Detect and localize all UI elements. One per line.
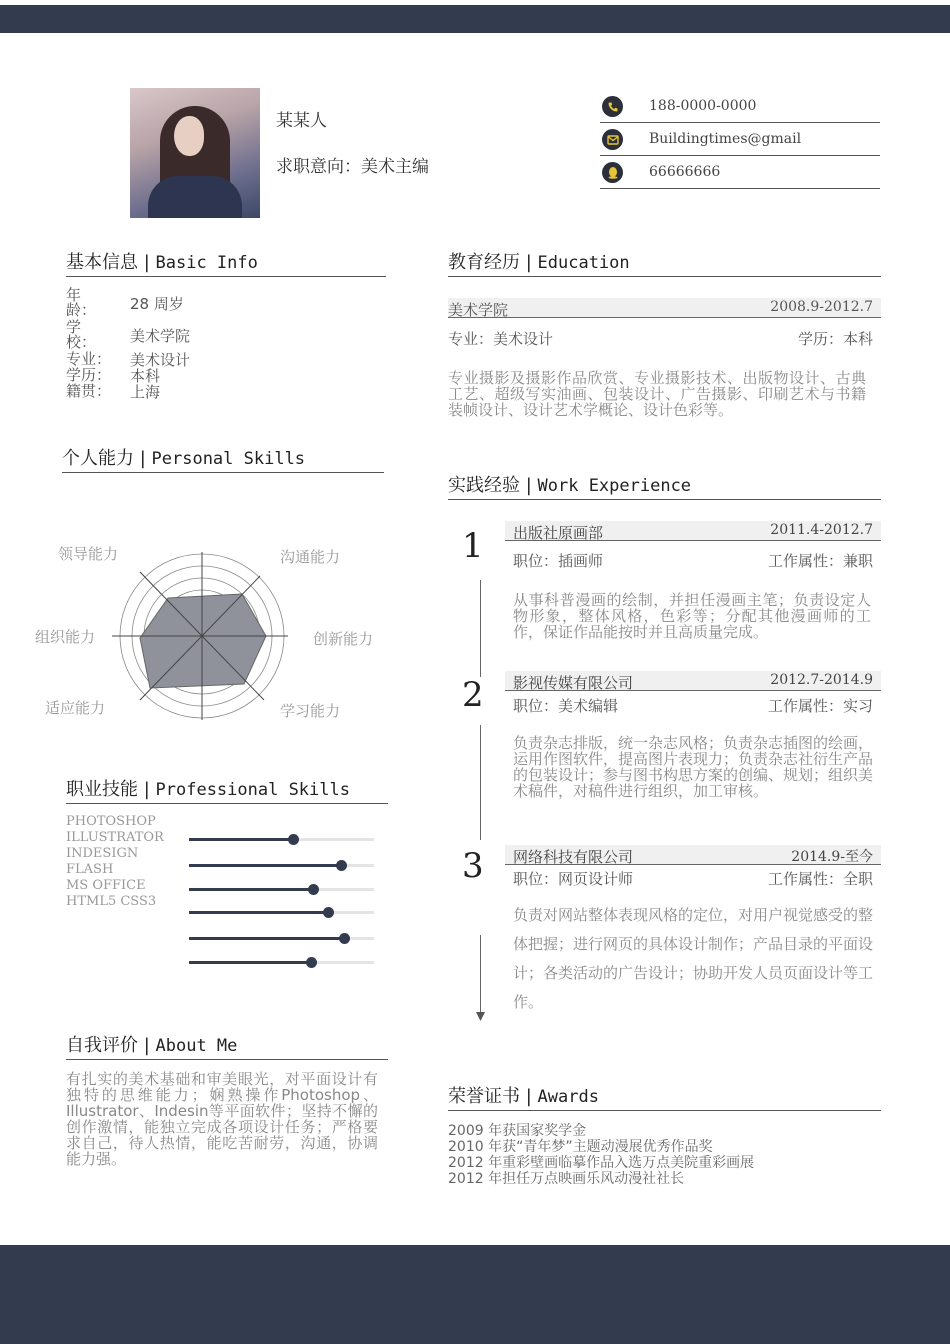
skill-bar-fill <box>189 838 293 841</box>
job-number: 1 <box>462 526 484 566</box>
skill-bar-fill <box>189 888 313 891</box>
job-period: 2011.4-2012.7 <box>770 522 873 538</box>
job-company: 网络科技有限公司 <box>513 848 634 866</box>
education-heading: 教育经历 | Education <box>448 248 881 277</box>
skill-name: ILLUSTRATOR <box>66 830 164 845</box>
skill-bar-fill <box>189 961 311 964</box>
job-description: 从事科普漫画的绘制，并担任漫画主笔；负责设定人物形象，整体风格，色彩等；分配其他漫画师的工作，保证作品能按时并且高质量完成。 <box>513 591 871 641</box>
award-item: 2012 年重彩壁画临摹作品入选万点美院重彩画展 <box>448 1155 755 1171</box>
skill-bar-dot <box>306 957 317 968</box>
job-number: 2 <box>462 675 484 715</box>
age-label: 年龄： <box>66 286 97 319</box>
job-type: 工作属性：兼职 <box>767 552 873 570</box>
skill-name: HTML5 CSS3 <box>66 894 157 909</box>
radar-label-innovation: 创新能力 <box>313 630 374 648</box>
skill-bar <box>189 864 374 867</box>
education-period: 2008.9-2012.7 <box>770 299 873 315</box>
education-major: 专业：美术设计 <box>448 330 554 348</box>
hometown-label: 籍贯： <box>66 382 112 400</box>
job-position: 职位：美术编辑 <box>513 697 619 715</box>
personal-skills-heading: 个人能力 | Personal Skills <box>62 444 384 473</box>
job-type: 工作属性：全职 <box>767 870 873 888</box>
school-name: 美术学院 <box>448 301 509 319</box>
skill-bar <box>189 937 374 940</box>
degree-label: 学历： <box>66 366 112 384</box>
work-experience-heading: 实践经验 | Work Experience <box>448 471 881 500</box>
skill-bar-dot <box>336 860 347 871</box>
contact-qq <box>600 156 880 189</box>
about-me-text: 有扎实的美术基础和审美眼光，对平面设计有独特的思维能力；娴熟操作Photoshop、Illustrator、Indesin等平面软件；坚持不懈的创作激情，能独立完成各项设计任务；严格要求自己，待人热情，能吃苦耐劳，沟通，协调能力强。 <box>66 1070 378 1168</box>
skill-bar-dot <box>308 884 319 895</box>
job-number: 3 <box>462 846 484 886</box>
job-company: 出版社原画部 <box>513 524 604 542</box>
radar-label-learning: 学习能力 <box>280 702 341 720</box>
radar-label-organization: 组织能力 <box>35 628 96 646</box>
skill-bar <box>189 838 374 841</box>
email-icon <box>602 129 623 150</box>
email-address: Buildingtimes@gmail <box>649 131 802 147</box>
job-period: 2014.9-至今 <box>791 849 873 865</box>
skill-name: PHOTOSHOP <box>66 814 156 829</box>
contact-phone <box>600 90 880 123</box>
job-bar <box>505 521 881 541</box>
radar-label-adaptability: 适应能力 <box>45 699 106 717</box>
skill-name: FLASH <box>66 862 114 877</box>
job-bar <box>505 671 881 691</box>
phone-number: 188-0000-0000 <box>649 98 757 114</box>
job-bar <box>505 845 881 865</box>
award-item: 2012 年担任万点映画乐风动漫社社长 <box>448 1171 685 1187</box>
education-degree: 学历：本科 <box>797 330 873 348</box>
education-bar <box>448 298 881 318</box>
skill-name: MS OFFICE <box>66 878 146 893</box>
job-company: 影视传媒有限公司 <box>513 674 634 692</box>
skill-bar <box>189 961 374 964</box>
skill-bar-dot <box>339 933 350 944</box>
timeline-line <box>480 935 481 1015</box>
job-period: 2012.7-2014.9 <box>770 672 873 688</box>
major-label: 专业： <box>66 350 112 368</box>
job-position: 职位：插画师 <box>513 552 604 570</box>
qq-icon <box>602 162 623 183</box>
education-description: 专业摄影及摄影作品欣赏、专业摄影技术、出版物设计、古典工艺、超级写实油画、包装设计、广告摄影、印刷艺术与书籍装帧设计、设计艺术学概论、设计色彩等。 <box>448 369 866 419</box>
major-value: 美术设计 <box>130 351 191 369</box>
school-label: 学校： <box>66 318 97 351</box>
school-value: 美术学院 <box>130 327 191 345</box>
timeline-arrow-icon <box>476 1012 485 1022</box>
skill-bar-dot <box>288 834 299 845</box>
professional-skills-heading: 职业技能 | Professional Skills <box>66 775 388 804</box>
qq-number: 66666666 <box>649 164 721 180</box>
award-item: 2010 年获“青年梦”主题动漫展优秀作品奖 <box>448 1139 713 1155</box>
about-me-heading: 自我评价 | About Me <box>66 1031 388 1060</box>
skill-bar <box>189 911 374 914</box>
top-banner <box>0 5 950 33</box>
job-description: 负责对网站整体表现风格的定位，对用户视觉感受的整体把握；进行网页的具体设计制作；产品目录的平面设计；各类活动的广告设计；协助开发人员页面设计等工作。 <box>513 906 874 1011</box>
basic-info-heading: 基本信息 | Basic Info <box>66 248 386 277</box>
skill-bar-dot <box>323 907 334 918</box>
timeline-line <box>480 725 481 840</box>
person-name: 某某人 <box>276 111 327 131</box>
skill-name: INDESIGN <box>66 846 139 861</box>
degree-value: 本科 <box>130 367 161 385</box>
radar-chart <box>100 540 310 740</box>
radar-label-leadership: 领导能力 <box>58 545 119 563</box>
job-intent: 求职意向：美术主编 <box>276 157 429 177</box>
job-description: 负责杂志排版，统一杂志风格；负责杂志插图的绘画，运用作图软件，提高图片表现力；负责杂志社衍生产品的包装设计；参与图书构思方案的创编、规划；组织美术稿件，对稿件进行组织，加工审核。 <box>513 734 874 800</box>
awards-heading: 荣誉证书 | Awards <box>448 1082 881 1111</box>
award-item: 2009 年获国家奖学金 <box>448 1123 587 1139</box>
age-value: 28 周岁 <box>130 295 184 313</box>
hometown-value: 上海 <box>130 383 161 401</box>
profile-photo <box>130 88 260 218</box>
job-position: 职位：网页设计师 <box>513 870 634 888</box>
skill-bar <box>189 888 374 891</box>
bottom-banner <box>0 1245 950 1344</box>
radar-label-communication: 沟通能力 <box>280 548 341 566</box>
contact-email <box>600 123 880 156</box>
radar-area <box>140 594 266 688</box>
skill-bar-fill <box>189 864 341 867</box>
skill-bar-fill <box>189 937 344 940</box>
job-type: 工作属性：实习 <box>767 697 873 715</box>
phone-icon <box>602 96 623 117</box>
timeline-line <box>480 580 481 677</box>
skill-bar-fill <box>189 911 328 914</box>
